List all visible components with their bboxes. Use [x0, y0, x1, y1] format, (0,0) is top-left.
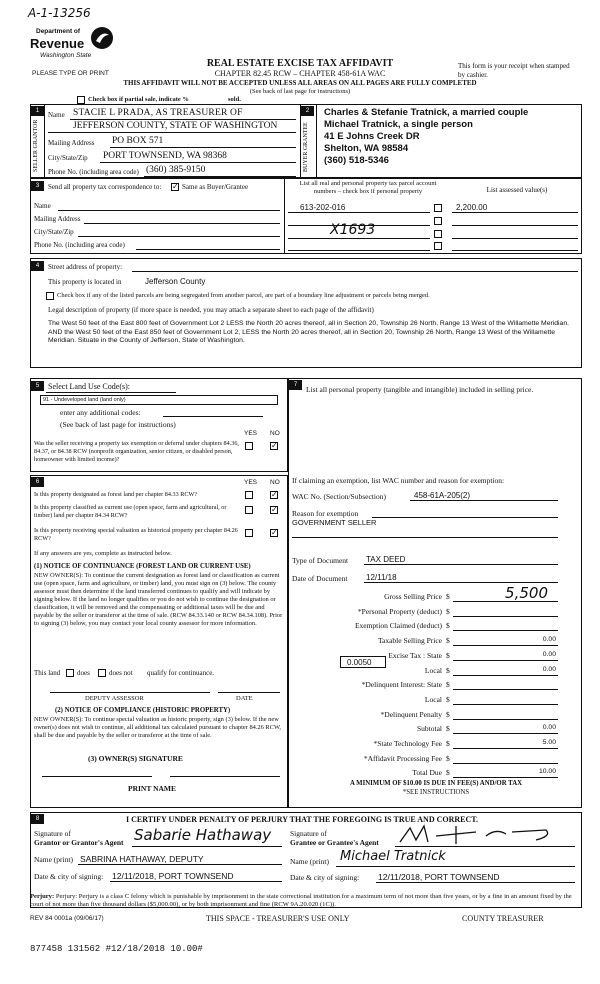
tax-row-label: Taxable Selling Price: [377, 636, 442, 646]
perjury-text: Perjury: Perjury is a class C felony which is punishable by imprisonment in the state correctional institution for a maximum term of not more than five years, or by a fine in an amount fixed by the court of not more than five thousand dollars ($5,000.00), or by both imprisonment and fine (RCW 9A.20.020 (1C)).: [30, 893, 572, 909]
section-2-badge: 2: [301, 106, 314, 116]
reason-label: Reason for exemption: [292, 509, 359, 518]
s6-yes-header: YES: [244, 479, 258, 486]
grantee-sig-label-b: Grantee or Grantee's Agent: [290, 838, 379, 847]
logo-line3: Washington State: [40, 52, 92, 59]
seller-name-line2[interactable]: JEFFERSON COUNTY, STATE OF WASHINGTON: [73, 121, 278, 131]
tax-row-line: [453, 763, 558, 764]
s3-name-label: Name: [34, 202, 51, 210]
tax-row-label: Excise Tax : State: [388, 650, 442, 660]
additional-codes-line[interactable]: [163, 416, 263, 417]
tax-row-line: [453, 748, 558, 749]
parcel-2-personal-checkbox[interactable]: [434, 217, 442, 225]
revision-number: REV 84 0001a (09/06/17): [30, 915, 104, 922]
qualify-label: qualify for continuance.: [147, 669, 215, 677]
rule: [132, 846, 282, 847]
dollar-sign: $: [446, 724, 450, 734]
parcel-header: List all real and personal property tax parcel account numbers – check box if personal property: [299, 180, 437, 195]
wac-label: WAC No. (Section/Subsection): [292, 492, 386, 501]
tax-row-line: [453, 733, 558, 734]
rule: [292, 537, 558, 538]
buyer-line1[interactable]: Charles & Stefanie Tratnick, a married couple: [324, 107, 529, 118]
doc-type-label: Type of Document: [292, 556, 349, 565]
tax-row-value[interactable]: 0.00: [542, 650, 556, 658]
rule: [364, 564, 558, 565]
section-6-badge: 6: [31, 477, 44, 487]
buyer-line2[interactable]: Michael Tratnick, a single person: [324, 119, 473, 130]
grantor-name-label: Name (print): [34, 855, 73, 864]
exemption-no-checkbox[interactable]: ✓: [271, 441, 278, 450]
same-as-buyer-label: Same as Buyer/Grantee: [182, 183, 249, 191]
rule: [48, 132, 296, 133]
treasurer-stamp: 877458 131562 #12/18/2018 10.00#: [30, 944, 203, 954]
rule: [70, 119, 296, 120]
rule: [452, 225, 578, 226]
forest-land-question: Is this property designated as forest land per chapter 84.33 RCW?: [34, 491, 198, 498]
does-not-label: does not: [109, 669, 133, 677]
dollar-sign: $: [446, 739, 450, 748]
tax-row-value[interactable]: 0.00: [542, 636, 556, 644]
reason-value[interactable]: GOVERNMENT SELLER: [292, 518, 377, 527]
deputy-assessor-line[interactable]: [50, 692, 210, 693]
notice-continuance-text: NEW OWNER(S): To continue the current designation as forest land or classification as current use (open space, farm and agriculture, or timber) land, you must sign on (3) below. The county assessor must then determine if the land transferred continues to qualify and will indicate by signing below. If the land no longer qualifies or you do not wish to continue the designation or classification, it will be removed and the compensating or additional taxes will be due and payable by the seller or transferor at the time of sale. (RCW 84.33.140 or RCW 84.34.108). Prior to signing (3) below, you may contact your local county assessor for more information.: [34, 572, 283, 627]
doc-date-label: Date of Document: [292, 574, 348, 583]
land-use-selected: 91 - Undeveloped land (land only): [43, 397, 126, 403]
grantor-date-value[interactable]: 12/11/2018, PORT TOWNSEND: [112, 871, 234, 881]
section-4-badge: 4: [31, 261, 44, 271]
rule: [110, 147, 296, 148]
deputy-assessor-label: DEPUTY ASSESSOR: [85, 695, 144, 702]
segregation-label: Check box if any of the listed parcels are being segregated from another parcel, are part of a boundary line adjustment or parcels being merged.: [57, 292, 430, 299]
exemption-question: Was the seller receiving a property tax exemption or deferral under chapters 84.36, 84.37, or 84.38 RCW (nonprofit organization, senior citizen, or disabled person, homeowner with limited income)?: [34, 440, 239, 463]
owner-sig-line-1[interactable]: [42, 776, 152, 777]
section-7-badge: 7: [289, 380, 302, 390]
warning-text: THIS AFFIDAVIT WILL NOT BE ACCEPTED UNLESS ALL AREAS ON ALL PAGES ARE FULLY COMPLETED: [123, 79, 477, 87]
grantee-date-label: Date & city of signing:: [290, 873, 360, 882]
rule: [452, 212, 578, 213]
s6-no-header: NO: [270, 479, 280, 486]
segregation-checkbox[interactable]: [46, 292, 54, 300]
dollar-sign: $: [446, 650, 450, 660]
tax-row-value[interactable]: 5.00: [542, 739, 556, 746]
parcel-1-personal-checkbox[interactable]: [434, 204, 442, 212]
personal-property-label: List all personal property (tangible and intangible) included in selling price.: [306, 385, 534, 394]
historic-yes-checkbox[interactable]: [245, 529, 253, 537]
tax-row-line: [453, 777, 558, 778]
section-3-badge: 3: [31, 181, 44, 191]
tax-row-value[interactable]: 5,500: [505, 584, 548, 602]
street-address-label: Street address of property:: [48, 263, 123, 271]
certify-statement: I CERTIFY UNDER PENALTY OF PERJURY THAT THE FOREGOING IS TRUE AND CORRECT.: [126, 815, 479, 824]
this-land-label: This land: [34, 669, 61, 677]
wac-value[interactable]: 458-61A-205(2): [414, 491, 471, 500]
rule: [410, 500, 558, 501]
perjury-statement: [30, 893, 582, 910]
treasurer-use-label: THIS SPACE - TREASURER'S USE ONLY: [206, 914, 350, 923]
grantee-date-value[interactable]: 12/11/2018, PORT TOWNSEND: [378, 872, 500, 882]
grantee-name-label: Name (print): [290, 857, 329, 866]
seller-label-divider: [44, 104, 45, 178]
s3-city-label: City/State/Zip: [34, 228, 74, 236]
forest-yes-checkbox[interactable]: [245, 491, 253, 499]
land-use-select[interactable]: [40, 395, 278, 405]
legal-description-label: Legal description of property (if more space is needed, you may attach a separate sheet to each page of the affidavit): [48, 306, 374, 314]
grantee-name-value[interactable]: Michael Tratnick: [340, 849, 446, 864]
tax-row-line: [453, 660, 558, 661]
forest-no-checkbox[interactable]: ✓: [271, 490, 278, 499]
owner-signature-label: (3) OWNER(S) SIGNATURE: [88, 754, 183, 763]
located-label: This property is located in: [48, 278, 122, 286]
seller-phone-value[interactable]: (360) 385-9150: [146, 165, 206, 175]
buyer-line5[interactable]: (360) 518-5346: [324, 155, 389, 166]
revenue-logo: [30, 26, 120, 70]
tax-row-label: *Personal Property (deduct): [357, 606, 442, 616]
rule: [336, 866, 575, 867]
please-type: PLEASE TYPE OR PRINT: [32, 70, 109, 77]
buyer-vertical-label: BUYER GRANTEE: [303, 122, 309, 172]
see-instructions-note: *SEE INSTRUCTIONS: [402, 789, 470, 796]
notice-continuance-title: (1) NOTICE OF CONTINUANCE (FOREST LAND OR CURRENT USE): [34, 563, 251, 570]
tax-row-label: *Affidavit Processing Fee: [363, 753, 442, 763]
land-does-not-checkbox[interactable]: [98, 669, 106, 677]
tax-row-value[interactable]: 0.00: [542, 724, 556, 732]
parcel-1-assessed[interactable]: 2,200.00: [456, 203, 488, 212]
partial-sale-label: Check box if partial sale, indicate %: [88, 96, 189, 103]
minimum-due-note: A MINIMUM OF $10.00 IS DUE IN FEE(S) AND/OR TAX: [349, 780, 523, 787]
land-does-checkbox[interactable]: [66, 669, 74, 677]
doc-date-value[interactable]: 12/11/18: [366, 573, 397, 582]
county-value[interactable]: Jefferson County: [145, 277, 206, 286]
tax-row-label: Gross Selling Price: [384, 592, 442, 601]
rule: [376, 882, 575, 883]
dollar-sign: $: [446, 753, 450, 763]
does-label: does: [77, 669, 90, 677]
grantor-sig-label-a: Signature of: [34, 829, 71, 838]
assessed-header: List assessed value(s): [486, 186, 548, 194]
section-1-badge: 1: [31, 106, 44, 116]
rule: [100, 162, 296, 163]
dollar-sign: $: [446, 665, 450, 675]
rule: [288, 238, 430, 239]
assessor-date-label: DATE: [236, 695, 253, 702]
rule: [110, 881, 282, 882]
same-as-buyer-checkbox[interactable]: ✓: [172, 182, 179, 191]
grantee-sig-label-a: Signature of: [290, 829, 327, 838]
tax-row-label: Exemption Claimed (deduct): [354, 621, 442, 631]
see-back-header: (See back of last page for instructions): [249, 88, 351, 95]
tax-row-line: [453, 719, 558, 720]
logo-line1: Department of: [36, 28, 81, 35]
assessor-date-line[interactable]: [218, 692, 280, 693]
tax-row-label: *Delinquent Interest: State: [361, 680, 442, 690]
current-use-no-checkbox[interactable]: ✓: [271, 505, 278, 514]
send-correspondence-label: Send all property tax correspondence to:: [48, 183, 162, 191]
buyer-line3[interactable]: 41 E Johns Creek DR: [324, 131, 420, 142]
historic-question: Is this property receiving special valuation as historical property per chapter 84.26 RCW?: [34, 527, 238, 542]
s3-mailing-line[interactable]: [84, 223, 280, 224]
street-address-line[interactable]: [132, 271, 578, 272]
tax-row-label: *Delinquent Penalty: [380, 709, 442, 719]
seller-name-label: Name: [48, 111, 65, 119]
rule: [78, 864, 282, 865]
buyer-label-divider: [316, 104, 317, 178]
print-name-label: PRINT NAME: [128, 784, 176, 793]
s5-see-back: (See back of last page for instructions): [60, 420, 176, 429]
notice-compliance-text: NEW OWNER(S): To continue special valuation as historic property, sign (3) below. If the new owner(s) does not wish to continue, all additional tax calculated pursuant to chapter 84.26 RCW, shall be due and payable by the seller or transferor at the time of sale.: [34, 716, 281, 739]
grantor-name-value[interactable]: SABRINA HATHAWAY, DEPUTY: [80, 854, 204, 864]
grantee-signature-scribble[interactable]: [396, 822, 556, 846]
s5-yes-header: YES: [244, 430, 258, 437]
doc-type-value[interactable]: TAX DEED: [366, 555, 406, 564]
logo-swirl-icon: [90, 26, 114, 50]
s3-phone-label: Phone No. (including area code): [34, 241, 125, 249]
rule: [395, 846, 575, 847]
seller-city-value[interactable]: PORT TOWNSEND, WA 98368: [103, 151, 227, 161]
s5-no-header: NO: [270, 430, 280, 437]
legal-description-text[interactable]: The West 50 feet of the East 800 feet of Government Lot 2 LESS the North 20 acres thereof, all in Section 20, Township 26 North, Range 13 West of the Willamette Meridian. AND the West 50 feet of the East 850 feet of Government Lot 2, LESS the North 20 acres thereof, all in Section 20, Township 26 North, Range 13 West of the Willamette Meridian. Situate in the County of Jefferson, State of Washington.: [48, 320, 570, 344]
seller-mailing-value[interactable]: PO BOX 571: [112, 136, 164, 146]
s3-phone-line[interactable]: [136, 249, 280, 250]
dollar-sign: $: [446, 636, 450, 646]
tax-row-line: [453, 704, 558, 705]
exemption-yes-checkbox[interactable]: [245, 442, 253, 450]
rule: [452, 250, 578, 251]
s3-city-line[interactable]: [78, 236, 280, 237]
dollar-sign: $: [446, 606, 450, 616]
rule: [46, 392, 176, 393]
grantor-sig-label-b: Grantor or Grantor's Agent: [34, 838, 124, 847]
land-use-label: Select Land Use Code(s):: [48, 382, 130, 391]
grantor-date-label: Date & city of signing:: [34, 872, 104, 881]
tax-row-label: Subtotal: [416, 724, 442, 734]
dollar-sign: $: [446, 621, 450, 631]
tax-row-label: Local: [424, 694, 442, 704]
page-title: REAL ESTATE EXCISE TAX AFFIDAVIT: [206, 58, 394, 69]
parcel-4-personal-checkbox[interactable]: [434, 242, 442, 250]
seller-city-label: City/State/Zip: [48, 154, 88, 162]
tax-row-label: *State Technology Fee: [373, 739, 442, 748]
historic-no-checkbox[interactable]: ✓: [271, 528, 278, 537]
tax-row-label: Local: [424, 665, 442, 675]
logo-line2: Revenue: [30, 36, 85, 51]
seller-name-line1[interactable]: STACIE L PRADA, AS TREASURER OF: [73, 108, 243, 118]
additional-codes-label: enter any additional codes:: [60, 408, 141, 417]
tax-row-line: [453, 630, 558, 631]
seller-mailing-label: Mailing Address: [48, 139, 95, 147]
rule: [288, 212, 430, 213]
parcel-1-number[interactable]: 613-202-016: [300, 203, 346, 212]
tax-row-line: [453, 645, 558, 646]
notice-compliance-title: (2) NOTICE OF COMPLIANCE (HISTORIC PROPERTY): [55, 707, 231, 714]
page-subtitle: CHAPTER 82.45 RCW – CHAPTER 458-61A WAC: [214, 69, 386, 78]
tax-row-value[interactable]: 0.00: [542, 665, 556, 673]
dollar-sign: $: [446, 694, 450, 704]
tax-row-line: [453, 616, 558, 617]
section-5-badge: 5: [31, 381, 44, 391]
dollar-sign: $: [446, 709, 450, 719]
current-use-yes-checkbox[interactable]: [245, 506, 253, 514]
tax-row-line: [453, 675, 558, 676]
sold-label: sold.: [228, 96, 241, 103]
partial-sale-checkbox[interactable]: [77, 96, 85, 104]
parcel-3-personal-checkbox[interactable]: [434, 230, 442, 238]
tax-row-value[interactable]: 10.00: [538, 768, 556, 776]
dollar-sign: $: [446, 680, 450, 690]
perjury-label: Perjury:: [30, 893, 55, 900]
tax-row-label: Total Due: [412, 768, 442, 778]
section-8-badge: 8: [31, 814, 44, 824]
rule: [144, 176, 296, 177]
buyer-line4[interactable]: Shelton, WA 98584: [324, 143, 409, 154]
s3-mailing-label: Mailing Address: [34, 215, 81, 223]
section-3-divider: [284, 178, 285, 254]
receipt-note: This form is your receipt when stamped by cashier.: [458, 62, 570, 79]
dollar-sign: $: [446, 592, 450, 601]
local-rate-box[interactable]: [340, 656, 386, 668]
owner-sig-line-2[interactable]: [170, 776, 280, 777]
if-yes-instruction: If any answers are yes, complete as instructed below.: [34, 550, 172, 557]
handwritten-file-number: A-1-13256: [28, 6, 91, 20]
seller-vertical-label: SELLER GRANTOR: [33, 119, 39, 173]
seller-phone-label: Phone No. (including area code): [48, 168, 139, 176]
dollar-sign: $: [446, 768, 450, 778]
rule: [372, 517, 558, 518]
county-treasurer-label: COUNTY TREASURER: [462, 914, 544, 923]
s3-name-line[interactable]: [58, 210, 280, 211]
current-use-question: Is this property classified as current use (open space, farm and agricultural, or timber) land per chapter 84.34 RCW?: [34, 504, 227, 519]
grantor-signature[interactable]: Sabarie Hathaway: [134, 826, 272, 844]
rule: [452, 238, 578, 239]
local-rate-value: 0.0050: [347, 658, 372, 667]
tax-row-line: [453, 689, 558, 690]
exemption-claim-label: If claiming an exemption, list WAC number and reason for exemption:: [292, 476, 505, 485]
rule: [364, 582, 558, 583]
rule: [288, 250, 430, 251]
handwritten-parcel[interactable]: X1693: [330, 222, 376, 238]
